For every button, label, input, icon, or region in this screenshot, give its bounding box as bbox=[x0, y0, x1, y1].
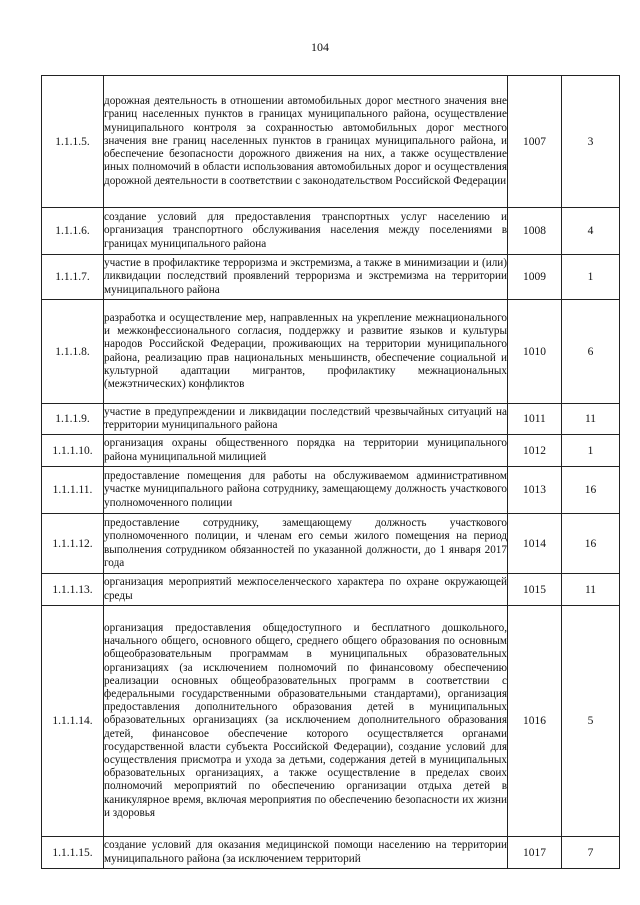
row-value: 4 bbox=[562, 208, 620, 255]
row-number: 1.1.1.14. bbox=[42, 606, 104, 837]
row-value: 16 bbox=[562, 514, 620, 574]
row-number: 1.1.1.11. bbox=[42, 467, 104, 514]
row-text: организация охраны общественного порядка на территории муниципального района муниципальной милицией bbox=[104, 435, 508, 467]
row-code: 1008 bbox=[508, 208, 562, 255]
row-code: 1017 bbox=[508, 837, 562, 869]
row-code: 1015 bbox=[508, 574, 562, 606]
powers-table bbox=[41, 75, 620, 869]
row-value: 11 bbox=[562, 404, 620, 435]
row-value: 1 bbox=[562, 255, 620, 300]
table-row bbox=[42, 837, 620, 869]
table-row bbox=[42, 300, 620, 404]
row-number: 1.1.1.9. bbox=[42, 404, 104, 435]
row-value: 11 bbox=[562, 574, 620, 606]
row-text: создание условий для предоставления транспортных услуг населению и организация транспортного обслуживания населения между поселениями в границах муниципального района bbox=[104, 208, 508, 255]
table-row bbox=[42, 76, 620, 208]
table-row bbox=[42, 435, 620, 467]
page-number: 104 bbox=[311, 40, 329, 54]
row-value: 1 bbox=[562, 435, 620, 467]
row-text: дорожная деятельность в отношении автомобильных дорог местного значения вне границ населенных пунктов в границах муниципального района, осуществление муниципального контроля за сохранностью автомобильных дорог местного значения вне границ населенных пунктов в границах муниципального района, и обеспечение безопасности дорожного движения на них, а также осуществление иных полномочий в области использования автомобильных дорог и осуществления дорожной деятельности в соответствии с законодательством Российской Федерации bbox=[104, 76, 508, 208]
row-code: 1012 bbox=[508, 435, 562, 467]
row-text: участие в предупреждении и ликвидации последствий чрезвычайных ситуаций на территории муниципального района bbox=[104, 404, 508, 435]
table-row bbox=[42, 514, 620, 574]
table-row bbox=[42, 574, 620, 606]
row-number: 1.1.1.5. bbox=[42, 76, 104, 208]
row-code: 1011 bbox=[508, 404, 562, 435]
row-value: 3 bbox=[562, 76, 620, 208]
table-row bbox=[42, 467, 620, 514]
row-text: разработка и осуществление мер, направленных на укрепление межнационального и межконфессионального согласия, поддержку и развитие языков и культуры народов Российской Федерации, проживающих на территории муниципального района, реализацию прав национальных меньшинств, обеспечение социальной и культурной адаптации мигрантов, профилактику межнациональных (межэтнических) конфликтов bbox=[104, 300, 508, 404]
row-code: 1013 bbox=[508, 467, 562, 514]
table-row bbox=[42, 255, 620, 300]
row-number: 1.1.1.8. bbox=[42, 300, 104, 404]
row-value: 5 bbox=[562, 606, 620, 837]
row-value: 6 bbox=[562, 300, 620, 404]
row-text: участие в профилактике терроризма и экстремизма, а также в минимизации и (или) ликвидации последствий проявлений терроризма и экстремизма на территории муниципального района bbox=[104, 255, 508, 300]
row-number: 1.1.1.13. bbox=[42, 574, 104, 606]
table-row bbox=[42, 404, 620, 435]
row-value: 7 bbox=[562, 837, 620, 869]
row-number: 1.1.1.15. bbox=[42, 837, 104, 869]
row-code: 1014 bbox=[508, 514, 562, 574]
row-text: создание условий для оказания медицинской помощи населению на территории муниципального района (за исключением территорий bbox=[104, 837, 508, 869]
row-number: 1.1.1.7. bbox=[42, 255, 104, 300]
row-code: 1007 bbox=[508, 76, 562, 208]
table-row bbox=[42, 606, 620, 837]
table-row bbox=[42, 208, 620, 255]
row-text: предоставление сотруднику, замещающему должность участкового уполномоченного полиции, и членам его семьи жилого помещения на период выполнения сотрудником обязанностей по указанной должности, до 1 января 2017 года bbox=[104, 514, 508, 574]
row-text: предоставление помещения для работы на обслуживаемом административном участке муниципального района сотруднику, замещающему должность участкового уполномоченного полиции bbox=[104, 467, 508, 514]
row-code: 1010 bbox=[508, 300, 562, 404]
row-code: 1009 bbox=[508, 255, 562, 300]
row-text: организация предоставления общедоступного и бесплатного дошкольного, начального общего, основного общего, среднего общего образования по основным общеобразовательным программам в муниципальных образовательных организациях (за исключением полномочий по финансовому обеспечению реализации основных общеобразовательных программ в соответствии с федеральными государственными образовательными стандартами), организация предоставления дополнительного образования детей в муниципальных образовательных организациях (за исключением дополнительного образования детей, финансовое обеспечение которого осуществляется органами государственной власти субъекта Российской Федерации), создание условий для осуществления присмотра и ухода за детьми, содержания детей в муниципальных образовательных организациях, а также осуществление в пределах своих полномочий мероприятий по обеспечению организации отдыха детей в каникулярное время, включая мероприятия по обеспечению безопасности их жизни и здоровья bbox=[104, 606, 508, 837]
row-code: 1016 bbox=[508, 606, 562, 837]
row-number: 1.1.1.10. bbox=[42, 435, 104, 467]
row-text: организация мероприятий межпоселенческого характера по охране окружающей среды bbox=[104, 574, 508, 606]
row-number: 1.1.1.12. bbox=[42, 514, 104, 574]
row-value: 16 bbox=[562, 467, 620, 514]
row-number: 1.1.1.6. bbox=[42, 208, 104, 255]
